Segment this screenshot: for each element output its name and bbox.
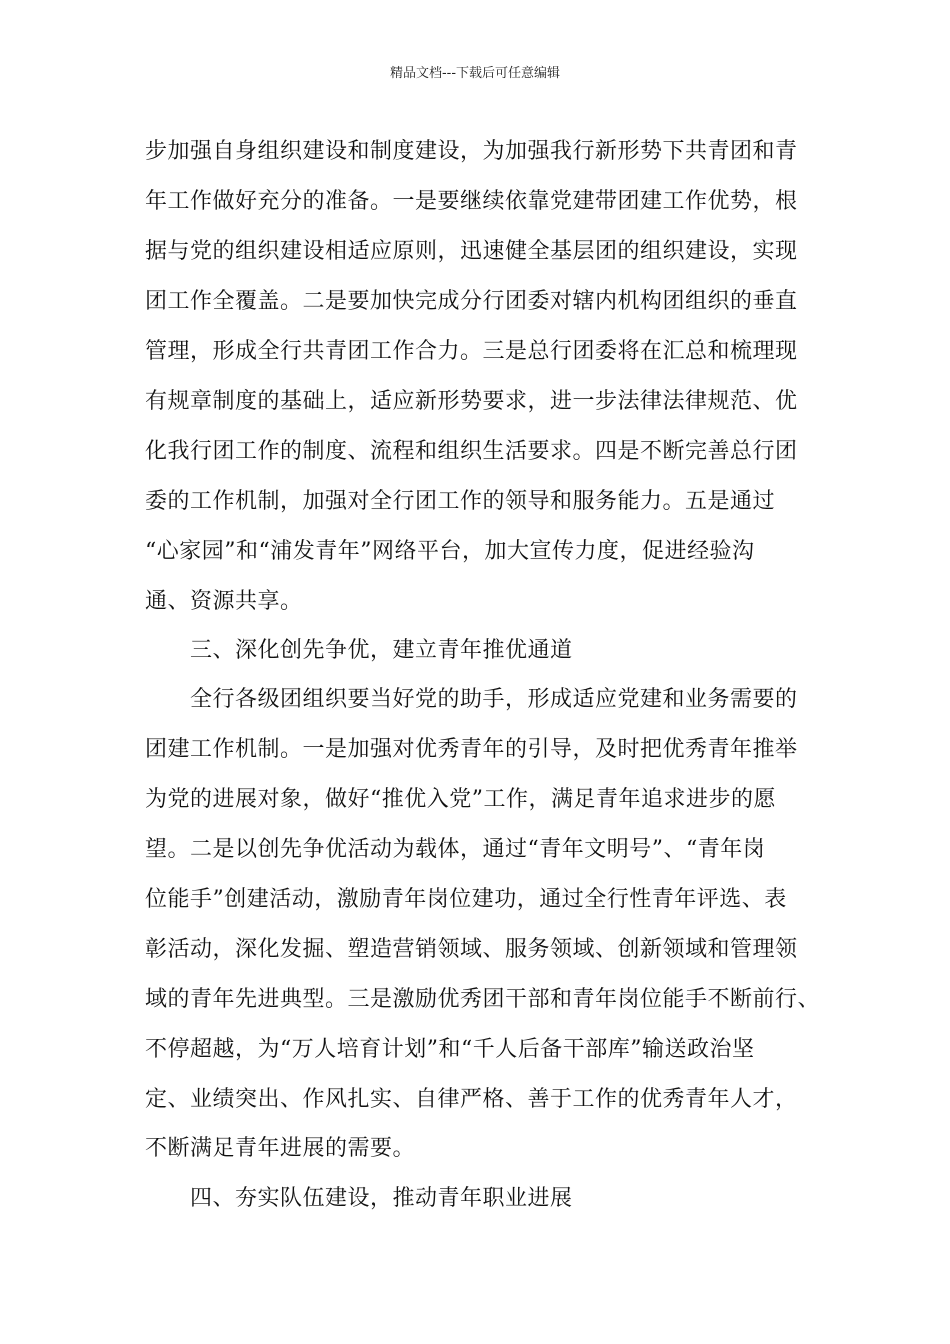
body-line: 不停超越，为“万人培育计划”和“千人后备干部库”输送政治坚 bbox=[145, 1037, 755, 1062]
body-line: 彰活动，深化发掘、塑造营销领域、服务领域、创新领域和管理领 bbox=[145, 937, 798, 962]
body-line: 为党的进展对象，做好“推优入党”工作，满足青年追求进步的愿 bbox=[145, 787, 776, 812]
body-line: “心家园”和“浦发青年”网络平台，加大宣传力度，促进经验沟 bbox=[145, 539, 755, 564]
body-line: 域的青年先进典型。三是激励优秀团干部和青年岗位能手不断前行、 bbox=[145, 987, 821, 1012]
body-line: 全行各级团组织要当好党的助手，形成适应党建和业务需要的 bbox=[190, 687, 798, 712]
body-line: 通、资源共享。 bbox=[145, 589, 303, 614]
page-header: 精品文档---下载后可任意编辑 bbox=[389, 66, 561, 81]
body-line: 团建工作机制。一是加强对优秀青年的引导，及时把优秀青年推举 bbox=[145, 737, 798, 762]
body-line: 管理，形成全行共青团工作合力。三是总行团委将在汇总和梳理现 bbox=[145, 339, 798, 364]
body-line: 步加强自身组织建设和制度建设，为加强我行新形势下共青团和青 bbox=[145, 139, 798, 164]
body-line: 有规章制度的基础上，适应新形势要求，进一步法律法律规范、优 bbox=[145, 389, 798, 414]
body-line: 望。二是以创先争优活动为载体，通过“青年文明号”、“青年岗 bbox=[145, 837, 766, 862]
body-line: 委的工作机制，加强对全行团工作的领导和服务能力。五是通过 bbox=[145, 489, 776, 514]
section-heading: 四、夯实队伍建设，推动青年职业进展 bbox=[190, 1186, 573, 1211]
section-heading: 三、深化创先争优，建立青年推优通道 bbox=[190, 638, 573, 663]
body-line: 位能手”创建活动，激励青年岗位建功，通过全行性青年评选、表 bbox=[145, 887, 787, 912]
body-line: 年工作做好充分的准备。一是要继续依靠党建带团建工作优势，根 bbox=[145, 189, 798, 214]
body-line: 团工作全覆盖。二是要加快完成分行团委对辖内机构团组织的垂直 bbox=[145, 289, 798, 314]
body-line: 据与党的组织建设相适应原则，迅速健全基层团的组织建设，实现 bbox=[145, 239, 798, 264]
body-line: 不断满足青年进展的需要。 bbox=[145, 1136, 416, 1161]
body-line: 定、业绩突出、作风扎实、自律严格、善于工作的优秀青年人才， bbox=[145, 1087, 798, 1112]
body-line: 化我行团工作的制度、流程和组织生活要求。四是不断完善总行团 bbox=[145, 439, 798, 464]
